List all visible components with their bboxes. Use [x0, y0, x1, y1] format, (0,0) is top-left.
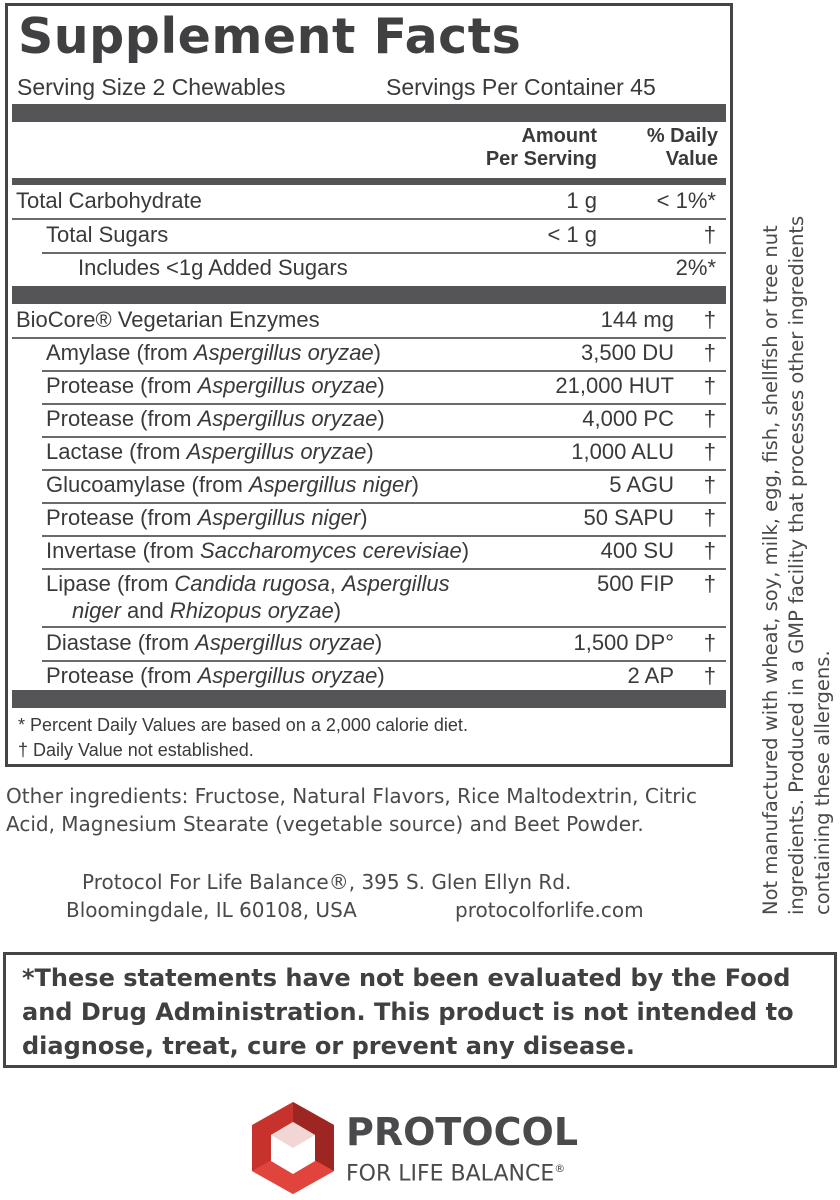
- enzyme-name: [46, 372, 385, 400]
- enzyme-amount: 50 SAPU: [583, 505, 674, 530]
- enzyme-amount: 400 SU: [600, 538, 674, 563]
- enzyme-amount: 144 mg: [600, 307, 674, 332]
- enzyme-name: [46, 471, 419, 499]
- enzyme-source: Aspergillus oryzae: [195, 630, 375, 655]
- enzyme-name-prefix: Protease (from: [46, 663, 198, 688]
- enzyme-name-prefix: Invertase (from: [46, 538, 201, 563]
- enzyme-name-prefix: BioCore® Vegetarian Enzymes: [16, 307, 320, 332]
- brand-tagline-text: FOR LIFE BALANCE: [346, 1161, 555, 1187]
- supplement-facts-panel: [5, 3, 733, 767]
- enzyme-source: Aspergillus: [341, 571, 450, 596]
- enzyme-name-sep: and: [120, 598, 170, 623]
- enzyme-source: Candida rugosa: [174, 571, 330, 596]
- thick-divider-middle: [12, 286, 726, 304]
- enzyme-daily-value: †: [703, 571, 716, 596]
- row-divider: [42, 626, 726, 628]
- protocol-hexagon-logo-icon: [248, 1100, 338, 1196]
- allergen-line1: Not manufactured with wheat, soy, milk, egg, fish, shellfish or tree nut: [759, 225, 782, 915]
- enzyme-name-cont: [72, 597, 341, 625]
- enzyme-name: [16, 306, 320, 334]
- enzyme-daily-value: †: [703, 406, 716, 431]
- enzyme-daily-value: †: [703, 373, 716, 398]
- brand-tagline: [346, 1155, 565, 1188]
- enzyme-source: Aspergillus oryzae: [197, 663, 378, 688]
- enzyme-name-suffix: ): [411, 472, 419, 497]
- enzyme-amount: 1,000 ALU: [571, 439, 674, 464]
- enzyme-amount: 4,000 PC: [582, 406, 674, 431]
- header-daily-value: [647, 125, 718, 171]
- enzyme-amount: 5 AGU: [609, 472, 674, 497]
- enzyme-name-prefix: Protease (from: [46, 406, 198, 431]
- website-url: protocolforlife.com: [455, 898, 644, 922]
- nutrient-daily-value: †: [703, 222, 716, 247]
- header-amount-line2: Per Serving: [485, 148, 597, 170]
- enzyme-name-suffix: ): [377, 663, 385, 688]
- nutrient-daily-value: 2%*: [675, 255, 716, 280]
- nutrient-amount: < 1 g: [547, 222, 597, 247]
- header-dv-line1: % Daily: [646, 125, 718, 147]
- brand-reg-mark: ®: [554, 1162, 566, 1175]
- thick-divider-bottom: [12, 690, 726, 708]
- enzyme-name: [46, 405, 385, 433]
- enzyme-daily-value: †: [703, 439, 716, 464]
- enzyme-name-suffix: ): [360, 505, 368, 530]
- enzyme-name: [46, 629, 382, 657]
- enzyme-name-prefix: Diastase (from: [46, 630, 196, 655]
- enzyme-name-prefix: Protease (from: [46, 505, 198, 530]
- enzyme-name-suffix: ): [377, 373, 385, 398]
- enzyme-amount: 1,500 DP°: [573, 630, 674, 655]
- enzyme-name: [46, 438, 374, 466]
- enzyme-name: [46, 662, 385, 690]
- enzyme-name: [46, 570, 450, 598]
- enzyme-daily-value: †: [703, 505, 716, 530]
- address-line1: Protocol For Life Balance®, 395 S. Glen Ellyn Rd.: [82, 870, 572, 894]
- enzyme-source: Aspergillus oryzae: [197, 406, 378, 431]
- nutrient-amount: 1 g: [566, 188, 597, 213]
- enzyme-source: Saccharomyces cerevisiae: [200, 538, 462, 563]
- enzyme-amount: 21,000 HUT: [555, 373, 674, 398]
- enzyme-daily-value: †: [703, 663, 716, 688]
- enzyme-daily-value: †: [703, 307, 716, 332]
- enzyme-name-prefix: Lipase (from: [46, 571, 175, 596]
- enzyme-source: niger: [72, 598, 121, 623]
- enzyme-name-prefix: Lactase (from: [46, 439, 187, 464]
- serving-size: Serving Size 2 Chewables: [17, 74, 286, 100]
- row-divider: [12, 218, 726, 220]
- enzyme-name-prefix: Glucoamylase (from: [46, 472, 249, 497]
- thick-divider-top: [12, 104, 726, 122]
- enzyme-daily-value: †: [703, 630, 716, 655]
- nutrient-name: Includes <1g Added Sugars: [78, 255, 348, 280]
- fda-disclaimer-box: [3, 952, 837, 1068]
- enzyme-name-suffix: ): [333, 598, 342, 623]
- enzyme-amount: 2 AP: [627, 663, 674, 688]
- header-dv-line2: Value: [665, 148, 718, 170]
- servings-per-container: Servings Per Container 45: [386, 74, 656, 100]
- allergen-notice: [758, 55, 836, 915]
- enzyme-source: Aspergillus oryzae: [193, 340, 374, 365]
- enzyme-source: Aspergillus niger: [248, 472, 412, 497]
- nutrient-daily-value: < 1%*: [656, 188, 716, 213]
- brand-name: PROTOCOL: [346, 1110, 579, 1154]
- enzyme-name-prefix: Amylase (from: [46, 340, 194, 365]
- enzyme-row-lipase: [8, 570, 730, 628]
- enzyme-name: [46, 504, 368, 532]
- enzyme-source: Aspergillus niger: [197, 505, 361, 530]
- enzyme-name: [46, 339, 381, 367]
- enzyme-source: Aspergillus oryzae: [186, 439, 367, 464]
- enzyme-name-sep: ,: [329, 571, 342, 596]
- enzyme-name-prefix: Protease (from: [46, 373, 198, 398]
- enzyme-amount: 500 FIP: [596, 571, 674, 596]
- allergen-line2: ingredients. Produced in a GMP facility that processes other ingredients: [785, 215, 808, 915]
- nutrient-name: Total Sugars: [46, 222, 169, 247]
- footnote-percent-dv: * Percent Daily Values are based on a 2,000 calorie diet.: [18, 715, 468, 735]
- enzyme-amount: 3,500 DU: [581, 340, 674, 365]
- panel-title: Supplement Facts: [18, 8, 522, 65]
- footnote-dagger: † Daily Value not established.: [18, 740, 254, 760]
- enzyme-name: [46, 537, 469, 565]
- enzyme-daily-value: †: [703, 340, 716, 365]
- enzyme-daily-value: †: [703, 538, 716, 563]
- enzyme-name-suffix: ): [366, 439, 374, 464]
- enzyme-source: Aspergillus oryzae: [197, 373, 378, 398]
- other-ingredients: Other ingredients: Fructose, Natural Flavors, Rice Maltodextrin, Citric Acid, Magnesium Stearate (vegetable source) and Beet Powder.: [6, 784, 697, 836]
- enzyme-name-suffix: ): [461, 538, 470, 563]
- fda-disclaimer-text: *These statements have not been evaluated by the Food and Drug Administration. This product is not intended to diagnose, treat, cure or prevent any disease.: [22, 964, 794, 1060]
- nutrient-name: Total Carbohydrate: [16, 188, 202, 213]
- allergen-line3: containing these allergens.: [811, 650, 834, 915]
- header-amount-line1: Amount: [521, 125, 597, 147]
- header-amount: [486, 125, 597, 171]
- enzyme-name-suffix: ): [373, 340, 381, 365]
- address-line2: Bloomingdale, IL 60108, USA: [66, 898, 357, 922]
- enzyme-daily-value: †: [703, 472, 716, 497]
- enzyme-source: Rhizopus oryzae: [169, 598, 334, 623]
- enzyme-name-suffix: ): [374, 630, 383, 655]
- enzyme-name-suffix: ): [377, 406, 385, 431]
- medium-divider: [12, 178, 726, 185]
